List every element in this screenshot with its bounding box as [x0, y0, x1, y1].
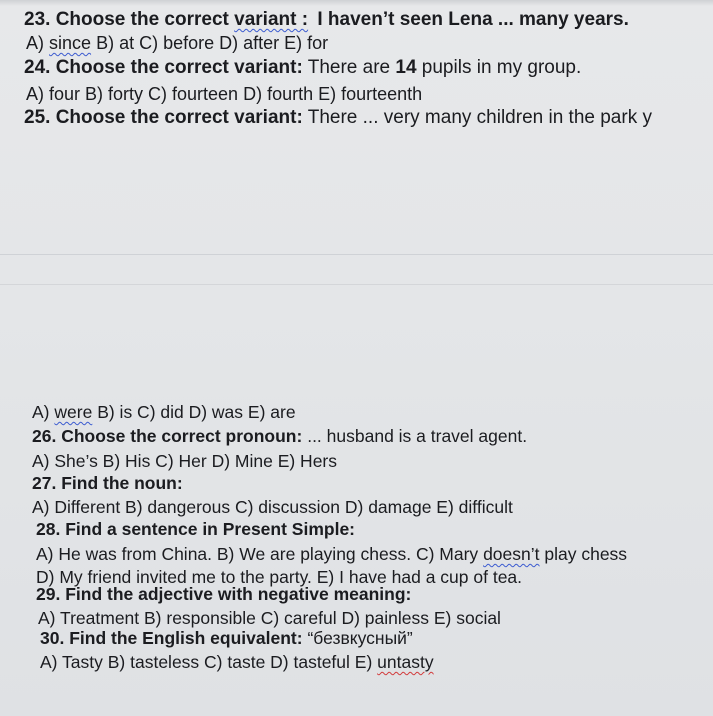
- q28-options-after: play chess: [544, 544, 628, 564]
- q26-options: A) She’s B) His C) Her D) Mine E) Hers: [32, 451, 338, 471]
- q28-options-line-2: D) My friend invited me to the party. E) I have had a cup of tea.: [36, 567, 523, 587]
- q23-sentence: I haven’t seen Lena ... many years.: [317, 9, 629, 30]
- q25-options-rest: B) is C) did D) was E) are: [97, 402, 296, 422]
- question-24: [24, 57, 581, 79]
- question-26: [32, 425, 527, 447]
- q28-word-doesnt: doesn’t: [483, 544, 540, 564]
- q23-number: 23.: [24, 9, 51, 30]
- q28-number: 28.: [36, 519, 61, 539]
- q26-text: ... husband is a travel agent.: [307, 426, 528, 446]
- q23-option-a-label: A): [26, 33, 44, 53]
- q30-options: [40, 651, 434, 673]
- q27-number: 27.: [32, 473, 57, 493]
- q27-options: A) Different B) dangerous C) discussion D) damage E) difficult: [32, 497, 513, 517]
- page-top-edge: [0, 0, 713, 6]
- q29-number: 29.: [36, 584, 61, 604]
- q24-text-a: There are: [307, 57, 391, 78]
- question-30: [40, 627, 413, 649]
- q28-options-before: A) He was from China. B) We are playing chess. C) Mary: [36, 544, 479, 564]
- q30-text: “безвкусный”: [307, 628, 413, 648]
- question-25: [24, 107, 652, 129]
- q23-option-a-word: since: [49, 33, 92, 53]
- q25-number: 25.: [24, 107, 51, 128]
- q24-prompt: Choose the correct variant:: [55, 57, 303, 78]
- q25-options: [32, 401, 296, 423]
- q25-option-a-label: A): [32, 402, 50, 422]
- q23-prompt: Choose the correct: [55, 9, 229, 30]
- q24-options: A) four B) forty C) fourteen D) fourth E) fourteenth: [26, 84, 423, 104]
- question-29: [36, 583, 411, 605]
- q30-options-before: A) Tasty B) tasteless C) taste D) tasteful E): [40, 652, 373, 672]
- q29-options: A) Treatment B) responsible C) careful D) painless E) social: [38, 608, 501, 628]
- q30-prompt: Find the English equivalent:: [69, 628, 303, 648]
- question-28: [36, 518, 355, 540]
- q26-prompt: Choose the correct pronoun:: [61, 426, 303, 446]
- q23-options: [26, 32, 328, 54]
- page-divider-lower: [0, 284, 713, 285]
- q30-number: 30.: [40, 628, 65, 648]
- q24-text-b: pupils in my group.: [421, 57, 582, 78]
- q23-options-rest: B) at C) before D) after E) for: [96, 33, 329, 53]
- q24-number: 24.: [24, 57, 51, 78]
- q25-option-a-word: were: [54, 402, 93, 422]
- q28-options-line-1: [36, 543, 627, 565]
- q23-variant-word: variant :: [234, 9, 309, 30]
- q24-number-bold: 14: [395, 57, 417, 78]
- q28-prompt: Find a sentence in Present Simple:: [65, 519, 356, 539]
- question-27: [32, 472, 183, 494]
- question-23: [24, 9, 629, 31]
- q30-word-untasty: untasty: [377, 652, 434, 672]
- page-divider-upper: [0, 254, 713, 255]
- q25-prompt: Choose the correct variant:: [55, 107, 303, 128]
- q27-prompt: Find the noun:: [61, 473, 183, 493]
- q29-prompt: Find the adjective with negative meaning:: [65, 584, 412, 604]
- q26-number: 26.: [32, 426, 57, 446]
- q25-text: There ... very many children in the park y: [307, 107, 652, 128]
